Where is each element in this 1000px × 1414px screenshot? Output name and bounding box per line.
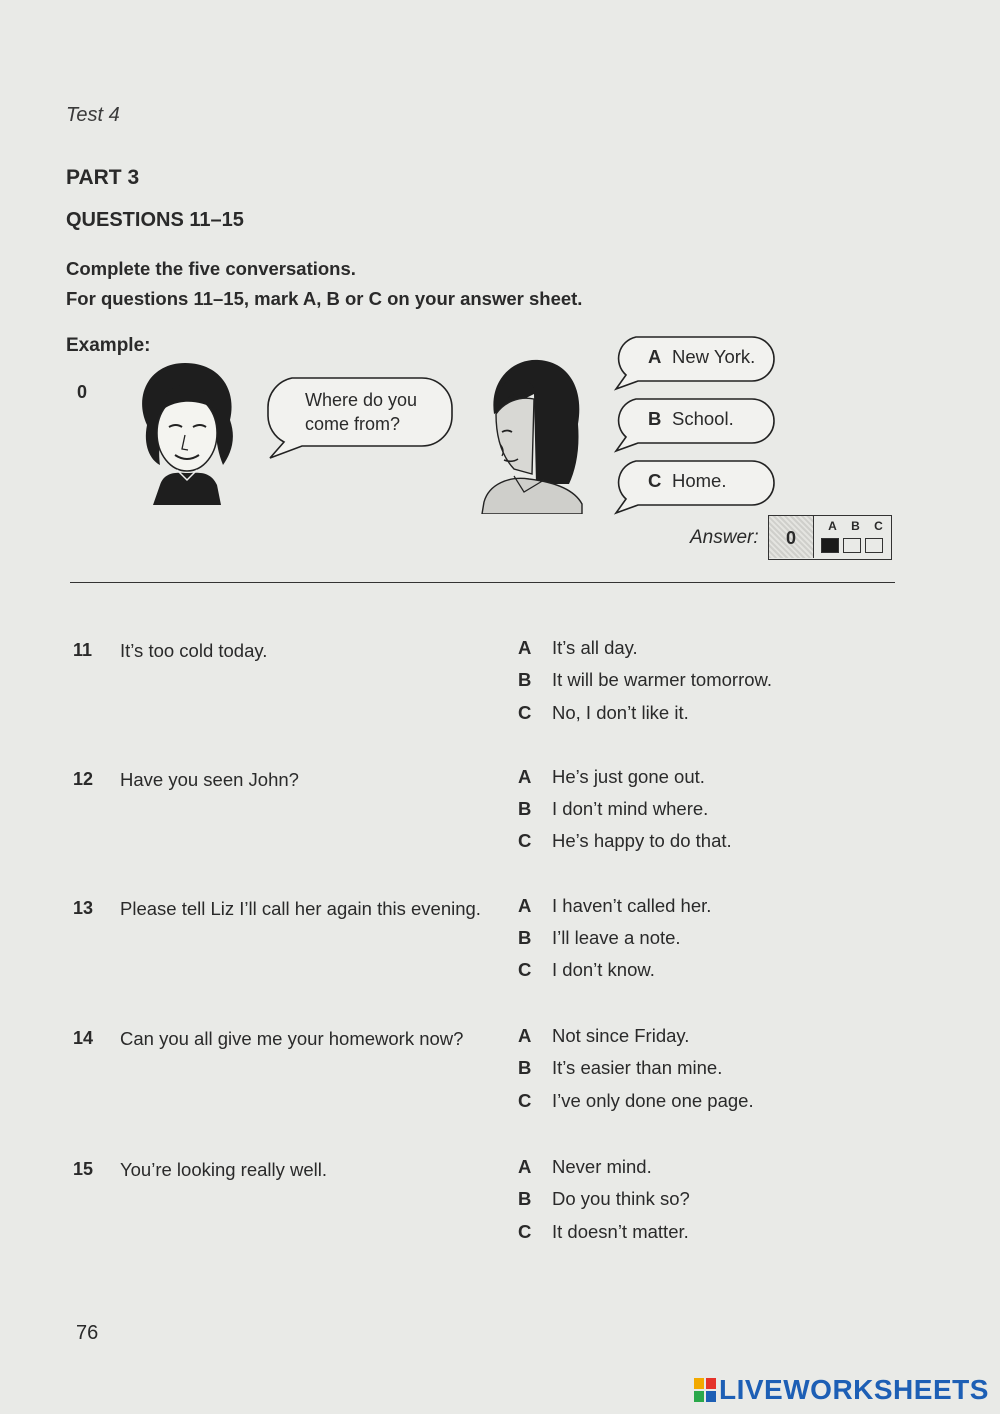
part-title: PART 3 bbox=[66, 166, 140, 189]
option-b[interactable] bbox=[518, 669, 772, 691]
option-c[interactable] bbox=[518, 1090, 754, 1112]
option-letter: A bbox=[518, 895, 532, 916]
example-number: 0 bbox=[77, 382, 88, 402]
questions-range: QUESTIONS 11–15 bbox=[66, 209, 244, 231]
option-b[interactable] bbox=[518, 798, 708, 820]
option-text: I’ll leave a note. bbox=[552, 927, 681, 948]
option-b[interactable] bbox=[518, 1057, 722, 1079]
option-letter: C bbox=[648, 470, 662, 491]
question-prompt: You’re looking really well. bbox=[120, 1159, 328, 1180]
option-text: School. bbox=[672, 408, 734, 429]
option-text: It’s all day. bbox=[552, 637, 638, 658]
option-letter: B bbox=[518, 1188, 532, 1209]
option-c[interactable] bbox=[518, 1221, 689, 1243]
instruction-line-2: For questions 11–15, mark A, B or C on your answer sheet. bbox=[66, 288, 583, 309]
option-text: I don’t mind where. bbox=[552, 798, 709, 819]
question-12 bbox=[0, 766, 1000, 879]
option-text: It’s easier than mine. bbox=[552, 1057, 723, 1078]
option-letter: B bbox=[518, 798, 532, 819]
option-c[interactable] bbox=[518, 830, 732, 852]
answer-letter-b: B bbox=[851, 519, 860, 533]
option-letter: B bbox=[518, 669, 532, 690]
example-label: Example: bbox=[66, 335, 151, 356]
answer-letter-c: C bbox=[874, 519, 883, 533]
speech-bubble-text: Where do you come from? bbox=[305, 390, 418, 434]
question-15 bbox=[0, 1156, 1000, 1269]
question-11 bbox=[0, 637, 1000, 750]
option-text: I’ve only done one page. bbox=[552, 1090, 754, 1111]
question-prompt: Can you all give me your homework now? bbox=[120, 1028, 464, 1049]
answer-letters bbox=[821, 519, 890, 533]
option-a[interactable] bbox=[518, 1156, 652, 1178]
section-divider bbox=[70, 582, 895, 583]
option-b[interactable] bbox=[518, 927, 681, 949]
option-text: New York. bbox=[672, 346, 756, 367]
question-number: 13 bbox=[73, 898, 94, 918]
option-text: Home. bbox=[672, 470, 727, 491]
question-prompt: Have you seen John? bbox=[120, 769, 299, 790]
question-14 bbox=[0, 1025, 1000, 1138]
option-text: It doesn’t matter. bbox=[552, 1221, 689, 1242]
option-letter: C bbox=[518, 830, 532, 851]
question-number: 14 bbox=[73, 1028, 94, 1048]
liveworksheets-icon bbox=[694, 1378, 716, 1402]
option-b[interactable] bbox=[518, 1188, 690, 1210]
option-text: He’s happy to do that. bbox=[552, 830, 732, 851]
question-13 bbox=[0, 895, 1000, 1008]
option-letter: C bbox=[518, 1090, 532, 1111]
page-number: 76 bbox=[76, 1322, 99, 1344]
option-letter: B bbox=[518, 1057, 532, 1078]
option-c[interactable] bbox=[518, 702, 689, 724]
question-number: 12 bbox=[73, 769, 94, 789]
answer-key-box bbox=[768, 515, 892, 560]
running-head: Test 4 bbox=[66, 104, 120, 126]
answer-box-b bbox=[843, 538, 861, 553]
option-letter: A bbox=[518, 1025, 532, 1046]
answer-number-cell bbox=[769, 516, 814, 558]
option-text: Not since Friday. bbox=[552, 1025, 690, 1046]
example-option-b bbox=[648, 408, 734, 430]
option-letter: B bbox=[518, 927, 532, 948]
question-number: 15 bbox=[73, 1159, 94, 1179]
option-a[interactable] bbox=[518, 895, 711, 917]
option-a[interactable] bbox=[518, 1025, 689, 1047]
liveworksheets-logo bbox=[694, 1374, 989, 1406]
answer-box-a-marked bbox=[821, 538, 839, 553]
option-a[interactable] bbox=[518, 766, 705, 788]
option-text: It will be warmer tomorrow. bbox=[552, 669, 772, 690]
option-letter: A bbox=[518, 766, 532, 787]
option-letter: C bbox=[518, 702, 532, 723]
answer-checkboxes bbox=[821, 538, 887, 556]
answer-number: 0 bbox=[785, 528, 796, 548]
answer-letter-a: A bbox=[828, 519, 837, 533]
option-c[interactable] bbox=[518, 959, 655, 981]
option-letter: A bbox=[518, 1156, 532, 1177]
option-text: Do you think so? bbox=[552, 1188, 690, 1209]
option-a[interactable] bbox=[518, 637, 638, 659]
example-option-c bbox=[648, 470, 727, 492]
option-text: No, I don’t like it. bbox=[552, 702, 689, 723]
instruction-line-1: Complete the five conversations. bbox=[66, 258, 356, 279]
option-letter: C bbox=[518, 1221, 532, 1242]
option-text: I don’t know. bbox=[552, 959, 655, 980]
answer-label: Answer: bbox=[690, 527, 759, 548]
question-number: 11 bbox=[73, 640, 93, 660]
question-prompt: It’s too cold today. bbox=[120, 640, 268, 661]
option-text: Never mind. bbox=[552, 1156, 652, 1177]
woman-listener-illustration bbox=[474, 354, 586, 514]
option-letter: A bbox=[648, 346, 662, 367]
option-letter: A bbox=[518, 637, 532, 658]
example-option-a bbox=[648, 346, 755, 368]
option-text: He’s just gone out. bbox=[552, 766, 705, 787]
question-prompt: Please tell Liz I’ll call her again this evening. bbox=[120, 898, 481, 919]
answer-box-c bbox=[865, 538, 883, 553]
option-letter: C bbox=[518, 959, 532, 980]
option-text: I haven’t called her. bbox=[552, 895, 712, 916]
woman-speaker-illustration bbox=[125, 355, 245, 505]
brand-name: LIVEWORKSHEETS bbox=[719, 1374, 989, 1405]
option-letter: B bbox=[648, 408, 662, 429]
